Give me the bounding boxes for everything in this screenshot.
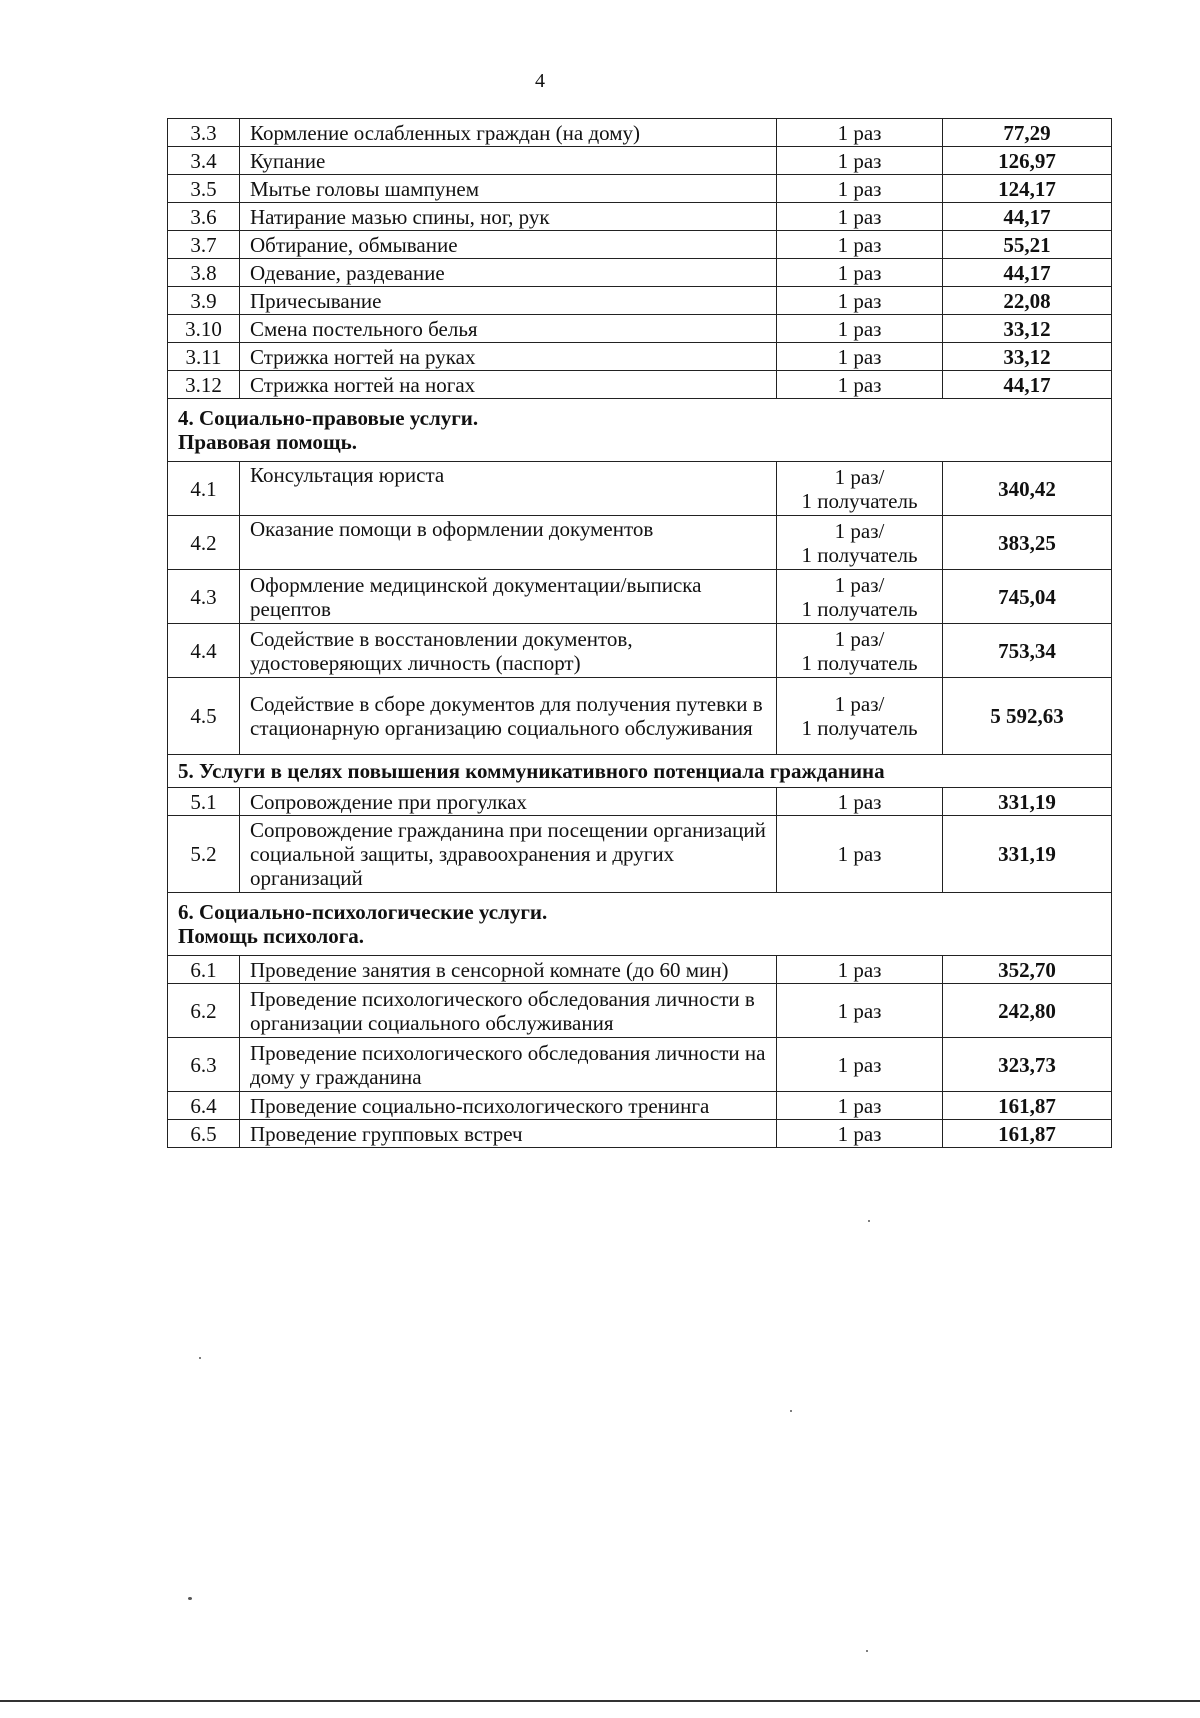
services-price-table bbox=[167, 118, 1112, 1148]
row-number: 3.11 bbox=[168, 343, 240, 371]
row-number: 4.5 bbox=[168, 678, 240, 755]
row-number: 6.5 bbox=[168, 1120, 240, 1148]
table-row bbox=[168, 343, 1112, 371]
service-unit: 1 раз bbox=[777, 119, 943, 147]
table-row bbox=[168, 816, 1112, 893]
service-unit bbox=[777, 462, 943, 516]
service-name: Кормление ослабленных граждан (на дому) bbox=[240, 119, 777, 147]
table-row bbox=[168, 1092, 1112, 1120]
row-number: 3.10 bbox=[168, 315, 240, 343]
scan-speck bbox=[790, 1410, 792, 1412]
service-price: 753,34 bbox=[943, 624, 1112, 678]
service-price: 745,04 bbox=[943, 570, 1112, 624]
service-name: Одевание, раздевание bbox=[240, 259, 777, 287]
service-name: Сопровождение при прогулках bbox=[240, 788, 777, 816]
row-number: 4.3 bbox=[168, 570, 240, 624]
section-subtitle: Помощь психолога. bbox=[178, 924, 365, 948]
service-price: 352,70 bbox=[943, 956, 1112, 984]
service-price: 126,97 bbox=[943, 147, 1112, 175]
section-header-communication: 5. Услуги в целях повышения коммуникативного потенциала гражданина bbox=[168, 755, 1112, 788]
service-unit: 1 раз bbox=[777, 147, 943, 175]
service-unit: 1 раз bbox=[777, 203, 943, 231]
service-unit: 1 раз bbox=[777, 956, 943, 984]
scan-speck bbox=[866, 1650, 868, 1652]
table-row bbox=[168, 624, 1112, 678]
row-number: 5.1 bbox=[168, 788, 240, 816]
service-price: 242,80 bbox=[943, 984, 1112, 1038]
unit-line: 1 получатель bbox=[801, 488, 918, 513]
row-number: 3.8 bbox=[168, 259, 240, 287]
service-price: 55,21 bbox=[943, 231, 1112, 259]
table-row bbox=[168, 570, 1112, 624]
service-price: 323,73 bbox=[943, 1038, 1112, 1092]
service-name: Смена постельного белья bbox=[240, 315, 777, 343]
service-name: Оказание помощи в оформлении документов bbox=[240, 516, 777, 570]
row-number: 5.2 bbox=[168, 816, 240, 893]
section-subtitle: Правовая помощь. bbox=[178, 430, 357, 454]
service-unit: 1 раз bbox=[777, 816, 943, 893]
service-price: 161,87 bbox=[943, 1092, 1112, 1120]
service-name: Обтирание, обмывание bbox=[240, 231, 777, 259]
row-number: 3.4 bbox=[168, 147, 240, 175]
unit-line: 1 получатель bbox=[801, 650, 918, 675]
row-number: 4.2 bbox=[168, 516, 240, 570]
row-number: 3.5 bbox=[168, 175, 240, 203]
row-number: 3.6 bbox=[168, 203, 240, 231]
service-unit: 1 раз bbox=[777, 259, 943, 287]
table-row bbox=[168, 287, 1112, 315]
unit-line: 1 получатель bbox=[801, 596, 918, 621]
table-row bbox=[168, 1120, 1112, 1148]
table-row bbox=[168, 1038, 1112, 1092]
scan-speck bbox=[868, 1220, 870, 1222]
service-unit: 1 раз bbox=[777, 287, 943, 315]
service-name: Оформление медицинской документации/выписка рецептов bbox=[240, 570, 777, 624]
service-price: 331,19 bbox=[943, 816, 1112, 893]
table-row bbox=[168, 175, 1112, 203]
service-price: 22,08 bbox=[943, 287, 1112, 315]
service-unit: 1 раз bbox=[777, 1092, 943, 1120]
table-row bbox=[168, 315, 1112, 343]
table-row bbox=[168, 371, 1112, 399]
service-unit bbox=[777, 516, 943, 570]
service-name: Проведение психологического обследования личности в организации социального обслуживания bbox=[240, 984, 777, 1038]
service-name: Содействие в восстановлении документов, удостоверяющих личность (паспорт) bbox=[240, 624, 777, 678]
service-price: 44,17 bbox=[943, 203, 1112, 231]
service-name: Мытье головы шампунем bbox=[240, 175, 777, 203]
service-price: 340,42 bbox=[943, 462, 1112, 516]
unit-line: 1 раз/ bbox=[834, 464, 885, 489]
row-number: 4.4 bbox=[168, 624, 240, 678]
section-header-row bbox=[168, 755, 1112, 788]
service-unit: 1 раз bbox=[777, 175, 943, 203]
service-unit: 1 раз bbox=[777, 315, 943, 343]
service-price: 383,25 bbox=[943, 516, 1112, 570]
service-name: Консультация юриста bbox=[240, 462, 777, 516]
service-price: 33,12 bbox=[943, 343, 1112, 371]
service-name: Проведение социально-психологического тренинга bbox=[240, 1092, 777, 1120]
row-number: 6.3 bbox=[168, 1038, 240, 1092]
unit-line: 1 раз/ bbox=[834, 626, 885, 651]
row-number: 3.12 bbox=[168, 371, 240, 399]
unit-line: 1 раз/ bbox=[834, 692, 885, 716]
service-unit bbox=[777, 678, 943, 755]
section-header-psychology bbox=[168, 893, 1112, 956]
page-number: 4 bbox=[535, 70, 545, 92]
service-price: 5 592,63 bbox=[943, 678, 1112, 755]
service-name: Стрижка ногтей на ногах bbox=[240, 371, 777, 399]
table-row bbox=[168, 259, 1112, 287]
service-unit: 1 раз bbox=[777, 788, 943, 816]
table-row bbox=[168, 203, 1112, 231]
table-row bbox=[168, 984, 1112, 1038]
section-header-legal bbox=[168, 399, 1112, 462]
row-number: 3.3 bbox=[168, 119, 240, 147]
table-row bbox=[168, 231, 1112, 259]
row-number: 3.7 bbox=[168, 231, 240, 259]
unit-line: 1 раз/ bbox=[834, 572, 885, 597]
unit-line: 1 раз/ bbox=[834, 518, 885, 543]
section-title: 4. Социально-правовые услуги. bbox=[178, 406, 479, 430]
service-price: 44,17 bbox=[943, 371, 1112, 399]
table-row bbox=[168, 462, 1112, 516]
service-price: 44,17 bbox=[943, 259, 1112, 287]
service-name: Проведение групповых встреч bbox=[240, 1120, 777, 1148]
service-name: Стрижка ногтей на руках bbox=[240, 343, 777, 371]
row-number: 4.1 bbox=[168, 462, 240, 516]
scan-edge-line bbox=[0, 1700, 1200, 1702]
section-header-row bbox=[168, 893, 1112, 956]
service-price: 33,12 bbox=[943, 315, 1112, 343]
scan-speck bbox=[199, 1357, 201, 1359]
table-row bbox=[168, 788, 1112, 816]
unit-line: 1 получатель bbox=[801, 716, 918, 740]
service-name: Сопровождение гражданина при посещении организаций социальной защиты, здравоохранения и других организаций bbox=[240, 816, 777, 893]
service-price: 331,19 bbox=[943, 788, 1112, 816]
section-header-row bbox=[168, 399, 1112, 462]
service-unit: 1 раз bbox=[777, 343, 943, 371]
unit-line: 1 получатель bbox=[801, 542, 918, 567]
service-price: 77,29 bbox=[943, 119, 1112, 147]
table-row bbox=[168, 119, 1112, 147]
scan-speck bbox=[188, 1597, 192, 1600]
service-unit: 1 раз bbox=[777, 231, 943, 259]
row-number: 6.4 bbox=[168, 1092, 240, 1120]
service-unit: 1 раз bbox=[777, 984, 943, 1038]
service-name: Проведение занятия в сенсорной комнате (до 60 мин) bbox=[240, 956, 777, 984]
table-row bbox=[168, 147, 1112, 175]
row-number: 3.9 bbox=[168, 287, 240, 315]
service-name: Проведение психологического обследования личности на дому у гражданина bbox=[240, 1038, 777, 1092]
service-name: Содействие в сборе документов для получения путевки в стационарную организацию социального обслуживания bbox=[240, 678, 777, 755]
table-row bbox=[168, 678, 1112, 755]
table-row bbox=[168, 516, 1112, 570]
row-number: 6.1 bbox=[168, 956, 240, 984]
row-number: 6.2 bbox=[168, 984, 240, 1038]
service-unit: 1 раз bbox=[777, 1038, 943, 1092]
service-price: 161,87 bbox=[943, 1120, 1112, 1148]
service-unit: 1 раз bbox=[777, 1120, 943, 1148]
service-unit: 1 раз bbox=[777, 371, 943, 399]
service-price: 124,17 bbox=[943, 175, 1112, 203]
service-name: Купание bbox=[240, 147, 777, 175]
service-name: Причесывание bbox=[240, 287, 777, 315]
table-row bbox=[168, 956, 1112, 984]
service-unit bbox=[777, 570, 943, 624]
service-name: Натирание мазью спины, ног, рук bbox=[240, 203, 777, 231]
section-title: 6. Социально-психологические услуги. bbox=[178, 900, 548, 924]
service-unit bbox=[777, 624, 943, 678]
